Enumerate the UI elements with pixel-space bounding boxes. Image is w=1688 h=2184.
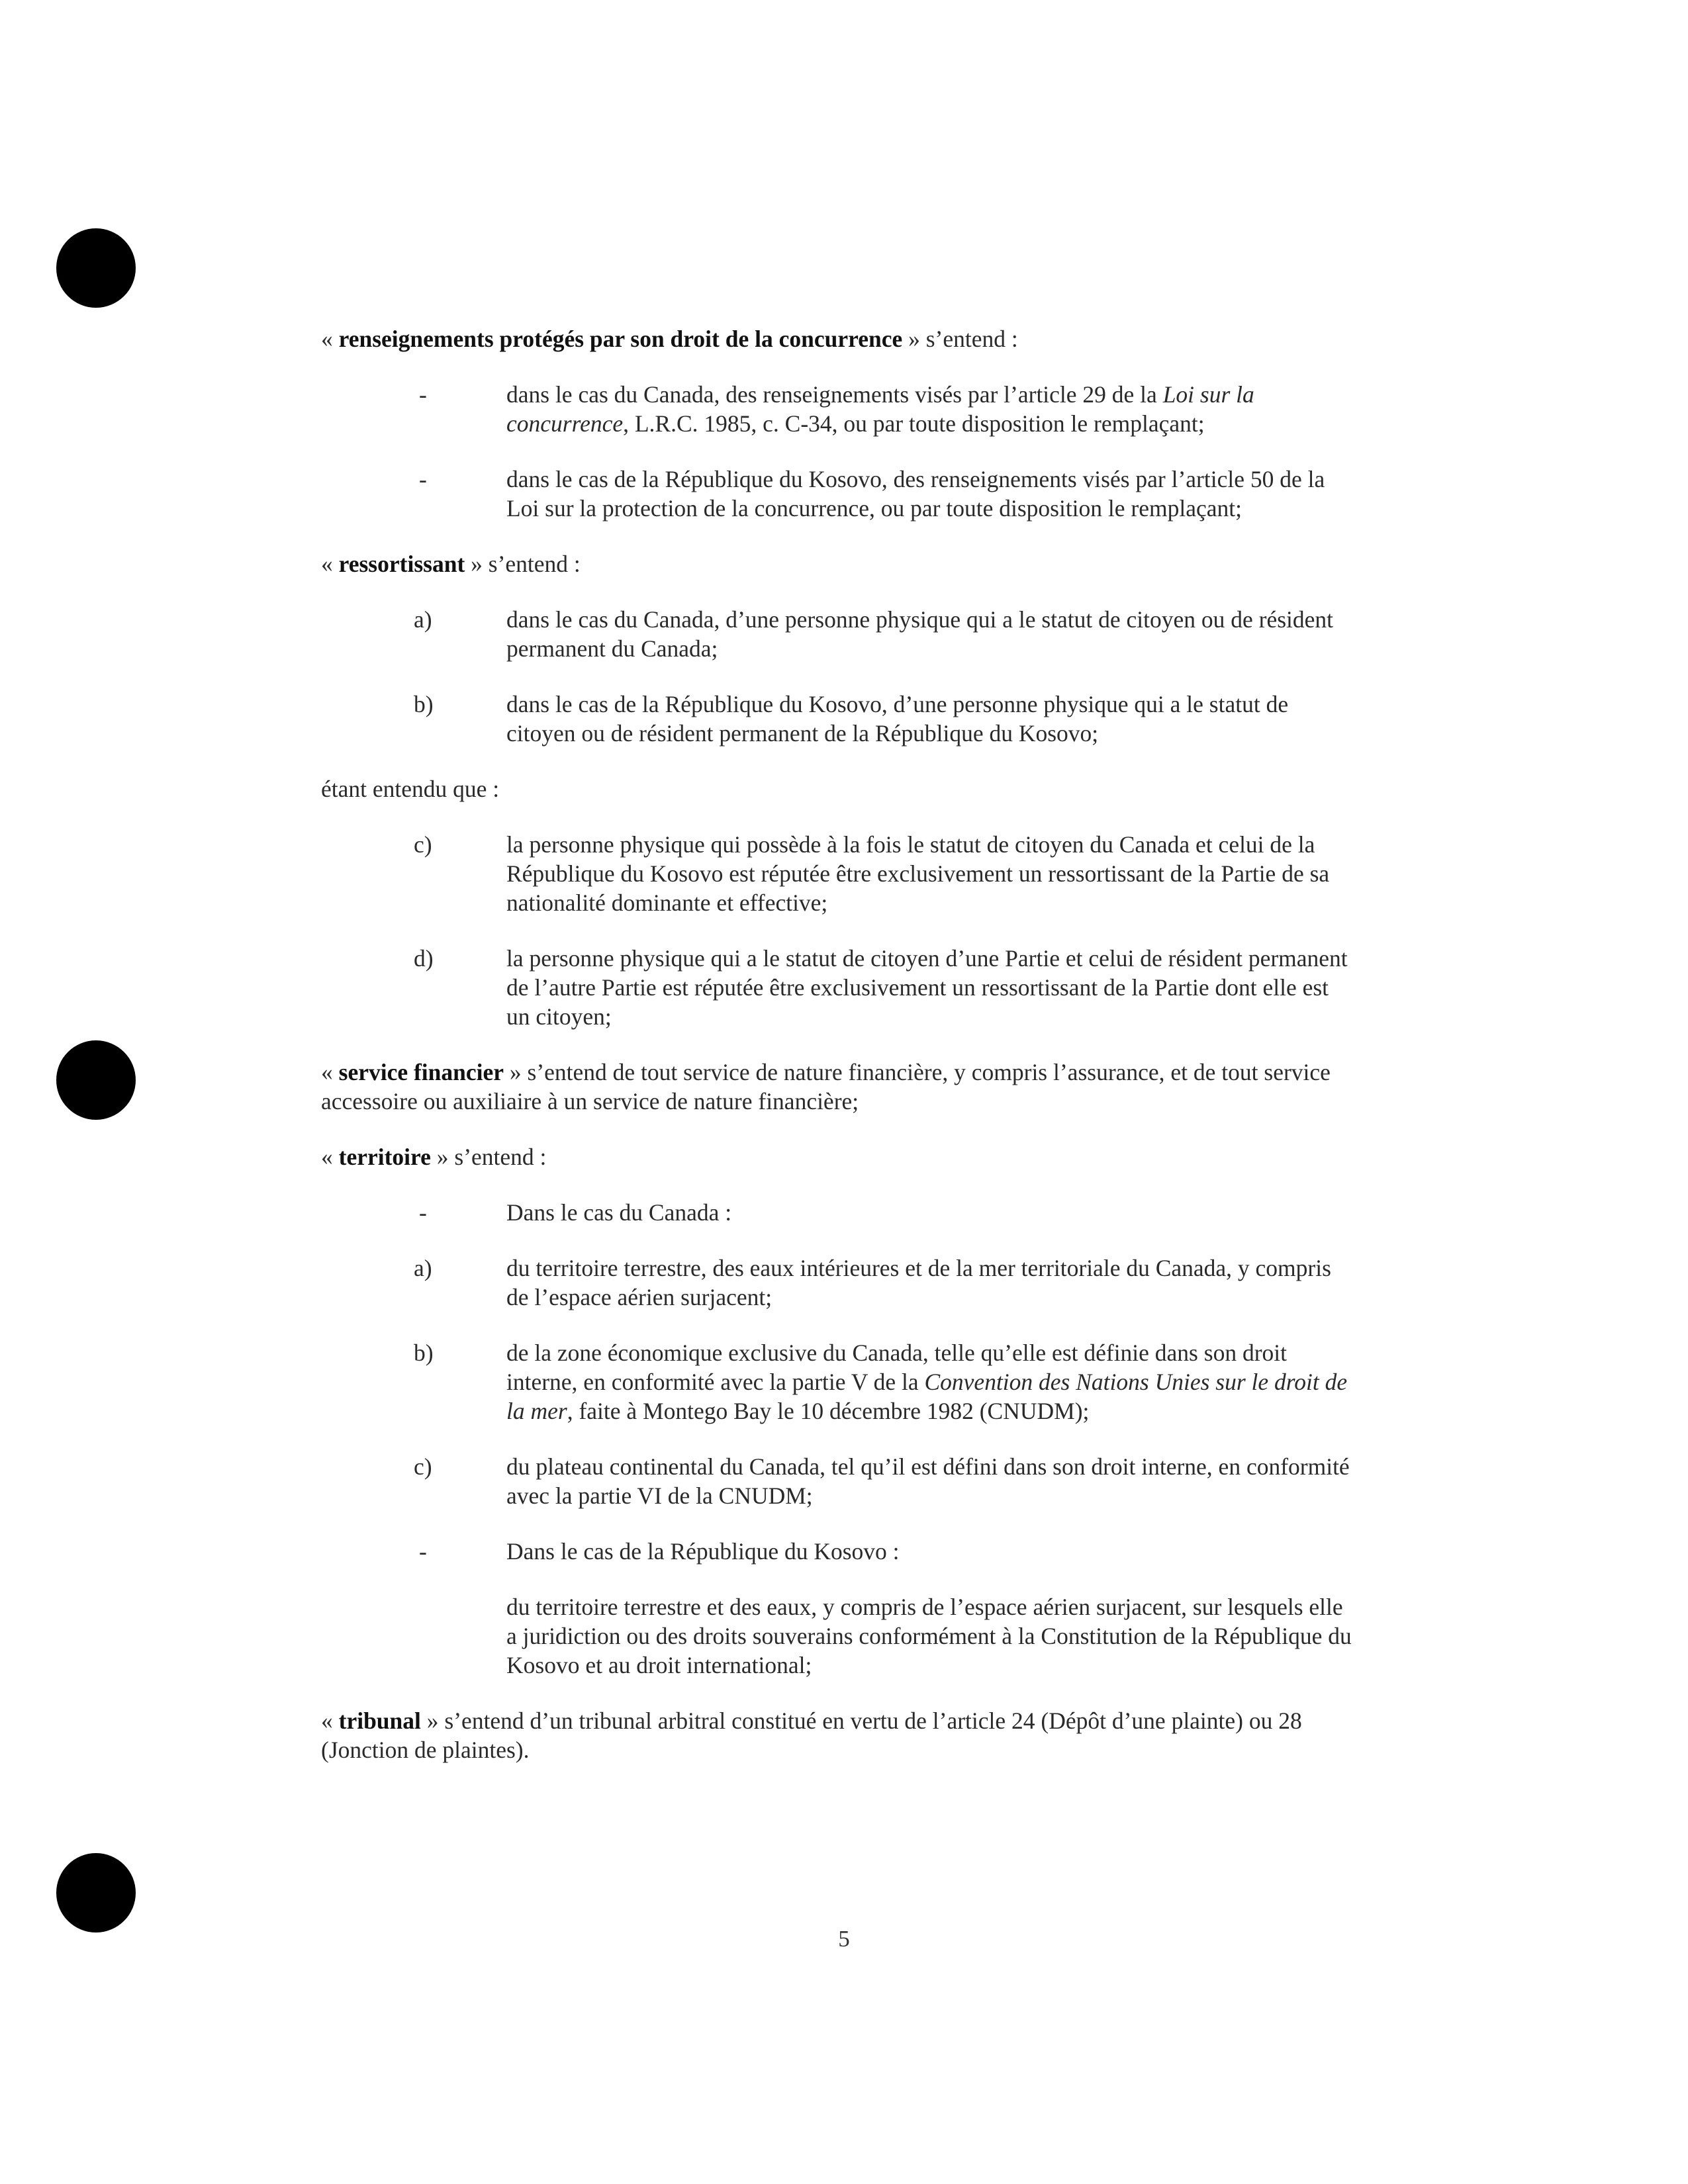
list-item	[321, 1452, 1354, 1510]
definition-renseignements: « renseignements protégés par son droit de la concurrence » s’entend :	[321, 326, 1018, 352]
definition-territoire: « territoire » s’entend :	[321, 1144, 547, 1170]
list-item-text: dans le cas du Canada, d’une personne physique qui a le statut de citoyen ou de résident permanent du Canada;	[506, 606, 1334, 662]
page-number: 5	[838, 1926, 850, 1952]
proviso-label: étant entendu que :	[321, 776, 500, 802]
list-item-text: de la zone économique exclusive du Canada, telle qu’elle est définie dans son droit interne, en conformité avec la partie V de la Convention des Nations Unies sur le droit de la mer, faite à Montego Bay le 10 décembre 1982 (CNUDM);	[506, 1340, 1348, 1424]
list-item	[321, 1537, 1354, 1566]
punch-hole-top	[56, 228, 136, 308]
defined-term: tribunal	[338, 1707, 421, 1734]
list-item	[321, 1198, 1354, 1227]
list-marker: -	[419, 466, 427, 492]
list-item	[321, 690, 1354, 748]
list-item	[321, 1253, 1354, 1312]
list-item-text: du plateau continental du Canada, tel qu’il est défini dans son droit interne, en conformité avec la partie VI de la CNUDM;	[506, 1453, 1350, 1509]
list-marker: b)	[414, 691, 434, 717]
list-marker: b)	[414, 1340, 434, 1366]
punch-hole-bottom	[56, 1853, 136, 1933]
list-marker: d)	[414, 945, 434, 972]
defined-term: territoire	[338, 1144, 431, 1170]
list-item-text: la personne physique qui a le statut de citoyen d’une Partie et celui de résident permanent de l’autre Partie est réputée être exclusivement un ressortissant de la Partie dont elle est un citoyen;	[506, 945, 1348, 1030]
list-item-text: du territoire terrestre, des eaux intérieures et de la mer territoriale du Canada, y compris de l’espace aérien surjacent;	[506, 1255, 1331, 1310]
list-marker: a)	[414, 606, 432, 633]
definition-tribunal: « tribunal » s’entend d’un tribunal arbitral constitué en vertu de l’article 24 (Dépôt d’une plainte) ou 28 (Jonction de plaintes).	[321, 1707, 1302, 1763]
list-item	[321, 465, 1354, 523]
list-marker: c)	[414, 831, 432, 858]
defined-term: ressortissant	[338, 551, 465, 577]
definition-service-financier: « service financier » s’entend de tout service de nature financière, y compris l’assurance, et de tout service accessoire ou auxiliaire à un service de nature financière;	[321, 1059, 1331, 1115]
list-item	[321, 380, 1354, 438]
definition-ressortissant: « ressortissant » s’entend :	[321, 551, 581, 577]
list-item	[321, 605, 1354, 663]
list-marker: a)	[414, 1255, 432, 1281]
list-item-text: dans le cas de la République du Kosovo, d’une personne physique qui a le statut de citoyen ou de résident permanent de la République du Kosovo;	[506, 691, 1289, 747]
defined-term: service financier	[338, 1059, 504, 1085]
list-item-text: dans le cas de la République du Kosovo, des renseignements visés par l’article 50 de la Loi sur la protection de la concurrence, ou par toute disposition le remplaçant;	[506, 466, 1325, 522]
list-item-text: Dans le cas du Canada :	[506, 1199, 732, 1226]
list-item	[321, 944, 1354, 1031]
list-marker: -	[419, 381, 427, 408]
list-item	[321, 1338, 1354, 1426]
list-marker: c)	[414, 1453, 432, 1480]
punch-hole-middle	[56, 1040, 136, 1120]
list-marker: -	[419, 1199, 427, 1226]
kosovo-territory-text: du territoire terrestre et des eaux, y compris de l’espace aérien surjacent, sur lesquels elle a juridiction ou des droits souverains conformément à la Constitution de la République du Kosovo et au droit international;	[506, 1594, 1352, 1678]
list-item-text: Dans le cas de la République du Kosovo :	[506, 1538, 900, 1565]
document-body	[321, 324, 1354, 1791]
list-item-text: dans le cas du Canada, des renseignements visés par l’article 29 de la Loi sur la concurrence, L.R.C. 1985, c. C-34, ou par toute disposition le remplaçant;	[506, 381, 1254, 437]
defined-term: renseignements protégés par son droit de la concurrence	[338, 326, 903, 352]
list-item	[321, 830, 1354, 917]
list-marker: -	[419, 1538, 427, 1565]
list-item-text: la personne physique qui possède à la fois le statut de citoyen du Canada et celui de la République du Kosovo est réputée être exclusivement un ressortissant de la Partie de sa nationalité dominante et effective;	[506, 831, 1330, 916]
